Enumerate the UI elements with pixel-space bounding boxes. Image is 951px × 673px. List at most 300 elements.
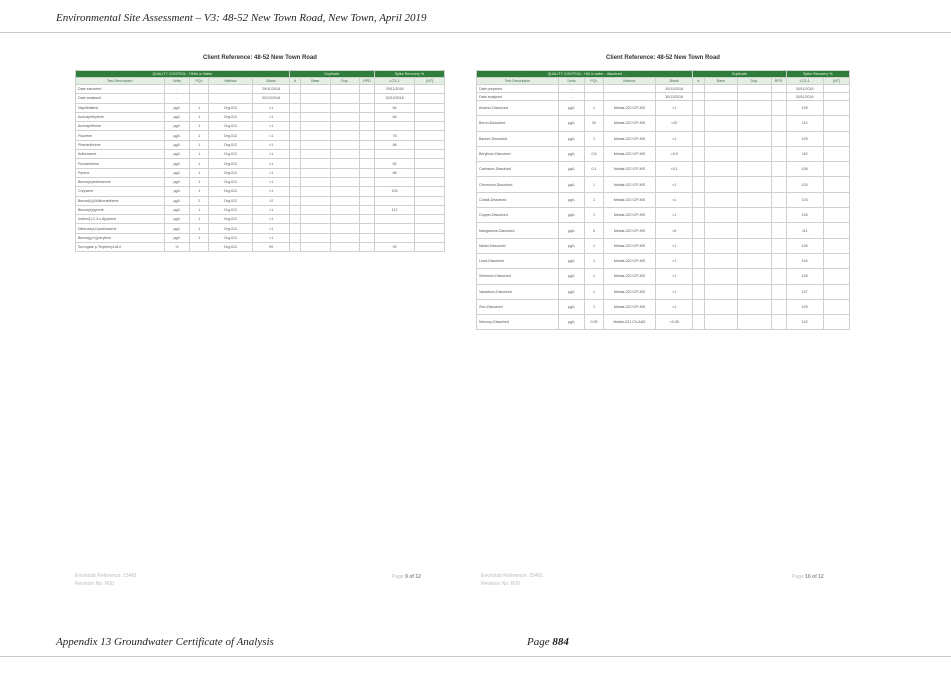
- table-cell: [771, 177, 786, 192]
- table-cell: [738, 162, 772, 177]
- table-cell: [415, 205, 445, 214]
- table-cell: µg/L: [559, 177, 585, 192]
- table-cell: [415, 112, 445, 121]
- table-cell: 108: [786, 269, 823, 284]
- table-cell: Metals-022 ICP-MS: [603, 253, 655, 268]
- table-cell: µg/L: [164, 150, 190, 159]
- table-cell: [374, 215, 415, 224]
- envirolab-ref-value: 15481: [529, 573, 543, 579]
- table-cell: µg/L: [559, 162, 585, 177]
- table-cell: 111: [786, 223, 823, 238]
- envirolab-ref-label: Envirolab Reference:: [481, 573, 528, 579]
- table-cell: [415, 150, 445, 159]
- table-cell: [330, 140, 360, 149]
- table-cell: <1: [656, 253, 693, 268]
- table-cell: [693, 192, 704, 207]
- table-cell: [330, 243, 360, 252]
- table-cell: 0.05: [585, 315, 604, 330]
- table-cell: [771, 93, 786, 101]
- table-cell: <1: [253, 168, 290, 177]
- table-cell: [415, 243, 445, 252]
- table-cell: [289, 243, 300, 252]
- spike-band-label: Spike Recovery %: [374, 71, 444, 78]
- table-cell: <1: [253, 131, 290, 140]
- table-cell: µg/L: [164, 205, 190, 214]
- table-cell: 30/11/2018: [656, 93, 693, 101]
- table-cell: [289, 122, 300, 131]
- table-cell: [771, 223, 786, 238]
- column-header: PQL: [190, 78, 208, 85]
- table-cell: [704, 253, 738, 268]
- table-cell: %: [164, 243, 190, 252]
- table-cell: 82: [374, 159, 415, 168]
- column-header: Units: [164, 78, 190, 85]
- table-cell: [603, 85, 655, 93]
- table-cell: [190, 243, 208, 252]
- table-cell: 1: [190, 103, 208, 112]
- table-cell: [823, 85, 849, 93]
- table-cell: µg/L: [559, 238, 585, 253]
- table-cell: [301, 243, 331, 252]
- column-header: Test Description: [76, 78, 165, 85]
- table-cell: [771, 315, 786, 330]
- table-cell: [360, 131, 375, 140]
- table-cell: [330, 196, 360, 205]
- table-cell: [301, 112, 331, 121]
- table-cell: 1: [190, 224, 208, 233]
- table-cell: <1: [656, 208, 693, 223]
- table-cell: [704, 116, 738, 131]
- table-row: [477, 269, 850, 284]
- table-cell: 84: [374, 103, 415, 112]
- table-cell: [360, 168, 375, 177]
- table-cell: [190, 85, 208, 94]
- table-cell: [360, 243, 375, 252]
- table-cell: [415, 94, 445, 103]
- table-cell: [360, 205, 375, 214]
- table-cell: [360, 103, 375, 112]
- test-description-cell: Benzo(a)pyrene: [76, 205, 165, 214]
- table-band-row: [76, 71, 445, 78]
- table-cell: µg/L: [164, 233, 190, 242]
- table-cell: [693, 93, 704, 101]
- table-cell: Metals-022 ICP-MS: [603, 299, 655, 314]
- table-cell: 1: [585, 101, 604, 116]
- table-cell: [704, 192, 738, 207]
- table-cell: [330, 94, 360, 103]
- table-cell: 29/11/2018: [374, 85, 415, 94]
- table-cell: [289, 150, 300, 159]
- table-cell: [289, 131, 300, 140]
- table-cell: <1: [656, 238, 693, 253]
- table-row: [76, 168, 445, 177]
- table-cell: Org-012: [208, 122, 252, 131]
- table-cell: 0.5: [585, 146, 604, 161]
- column-header: Units: [559, 78, 585, 85]
- test-description-cell: Date extracted: [76, 85, 165, 94]
- table-cell: [693, 85, 704, 93]
- table-cell: 1: [190, 233, 208, 242]
- table-cell: [415, 159, 445, 168]
- table-cell: [738, 85, 772, 93]
- table-cell: 113: [786, 116, 823, 131]
- table-cell: [289, 140, 300, 149]
- table-row: [477, 162, 850, 177]
- table-cell: Metals-022 ICP-MS: [603, 101, 655, 116]
- table-row: [76, 177, 445, 186]
- table-cell: [738, 101, 772, 116]
- table-cell: [738, 131, 772, 146]
- test-description-cell: Date prepared: [477, 85, 559, 93]
- table-cell: 0.1: [585, 162, 604, 177]
- table-cell: [771, 116, 786, 131]
- table-cell: [330, 85, 360, 94]
- table-cell: [289, 233, 300, 242]
- table-cell: [301, 103, 331, 112]
- table-cell: [330, 177, 360, 186]
- table-cell: <0.05: [656, 315, 693, 330]
- table-cell: µg/L: [164, 159, 190, 168]
- table-cell: [360, 112, 375, 121]
- table-cell: [738, 315, 772, 330]
- table-cell: 112: [374, 205, 415, 214]
- test-description-cell: Surrogate p-Terphenyl-d14: [76, 243, 165, 252]
- table-cell: [771, 131, 786, 146]
- table-cell: [704, 299, 738, 314]
- table-cell: [374, 196, 415, 205]
- test-description-cell: Manganese-Dissolved: [477, 223, 559, 238]
- table-cell: Org-012: [208, 187, 252, 196]
- table-cell: 30/11/2018: [786, 93, 823, 101]
- table-cell: [301, 150, 331, 159]
- table-cell: [771, 299, 786, 314]
- column-header: Base: [301, 78, 331, 85]
- test-description-cell: Chrysene: [76, 187, 165, 196]
- table-cell: [693, 299, 704, 314]
- table-cell: [693, 223, 704, 238]
- test-description-cell: Barium-Dissolved: [477, 131, 559, 146]
- test-description-cell: Nickel-Dissolved: [477, 238, 559, 253]
- table-cell: Org-012: [208, 131, 252, 140]
- table-cell: [301, 233, 331, 242]
- table-cell: [738, 284, 772, 299]
- table-cell: µg/L: [164, 168, 190, 177]
- table-cell: [738, 238, 772, 253]
- test-description-cell: Vanadium-Dissolved: [477, 284, 559, 299]
- table-cell: [823, 101, 849, 116]
- table-cell: µg/L: [164, 103, 190, 112]
- table-cell: <0.5: [656, 146, 693, 161]
- table-cell: µg/L: [164, 112, 190, 121]
- table-cell: [704, 223, 738, 238]
- table-row: [76, 205, 445, 214]
- table-cell: Org-012: [208, 159, 252, 168]
- table-cell: Metals-022 ICP-MS: [603, 208, 655, 223]
- table-row: [477, 192, 850, 207]
- table-cell: 107: [786, 284, 823, 299]
- table-cell: 100: [374, 187, 415, 196]
- table-cell: 115: [786, 146, 823, 161]
- table-cell: µg/L: [164, 131, 190, 140]
- table-cell: <1: [253, 140, 290, 149]
- page-number-right: [792, 574, 824, 580]
- table-cell: [415, 140, 445, 149]
- table-cell: 20: [585, 116, 604, 131]
- table-cell: [738, 93, 772, 101]
- table-cell: [823, 146, 849, 161]
- table-cell: <1: [253, 187, 290, 196]
- test-description-cell: Cobalt-Dissolved: [477, 192, 559, 207]
- table-row: [477, 284, 850, 299]
- table-cell: 99: [253, 243, 290, 252]
- revision-label: Revision No:: [481, 581, 510, 587]
- table-cell: [738, 223, 772, 238]
- table-cell: [374, 233, 415, 242]
- table-row: [76, 103, 445, 112]
- table-cell: [360, 150, 375, 159]
- table-row: [477, 85, 850, 93]
- table-cell: [823, 208, 849, 223]
- table-cell: <1: [253, 103, 290, 112]
- table-cell: <20: [656, 116, 693, 131]
- table-cell: [415, 177, 445, 186]
- test-description-cell: Benzo(a)anthracene: [76, 177, 165, 186]
- table-cell: [693, 238, 704, 253]
- table-cell: [704, 146, 738, 161]
- table-cell: [823, 162, 849, 177]
- table-row: [76, 224, 445, 233]
- table-cell: µg/L: [559, 192, 585, 207]
- table-cell: [771, 146, 786, 161]
- table-cell: [693, 253, 704, 268]
- table-cell: [693, 101, 704, 116]
- table-cell: [704, 162, 738, 177]
- table-cell: µg/L: [164, 196, 190, 205]
- table-cell: [771, 101, 786, 116]
- table-cell: [693, 131, 704, 146]
- test-description-cell: Lead-Dissolved: [477, 253, 559, 268]
- table-cell: [415, 103, 445, 112]
- envirolab-ref-label: Envirolab Reference:: [75, 573, 122, 579]
- table-cell: [415, 215, 445, 224]
- column-header: [NT]: [823, 78, 849, 85]
- table-cell: [374, 224, 415, 233]
- table-cell: [823, 269, 849, 284]
- table-row: [477, 177, 850, 192]
- table-row: [477, 131, 850, 146]
- table-row: [76, 112, 445, 121]
- table-row: [76, 233, 445, 242]
- table-cell: 103: [786, 192, 823, 207]
- test-description-cell: Boron-Dissolved: [477, 116, 559, 131]
- table-cell: µg/L: [559, 253, 585, 268]
- table-cell: [289, 187, 300, 196]
- test-description-cell: Indeno(1,2,3-c,d)pyrene: [76, 215, 165, 224]
- page-label: Page: [792, 574, 804, 580]
- table-cell: <1: [253, 122, 290, 131]
- table-row: [477, 238, 850, 253]
- table-cell: <1: [253, 150, 290, 159]
- footer-page-number: [527, 636, 569, 648]
- table-cell: [374, 177, 415, 186]
- table-cell: <1: [656, 177, 693, 192]
- table-cell: 106: [786, 208, 823, 223]
- table-cell: µg/L: [559, 315, 585, 330]
- table-cell: [360, 177, 375, 186]
- table-cell: 1: [585, 177, 604, 192]
- table-row: [477, 315, 850, 330]
- table-cell: 1: [190, 159, 208, 168]
- column-header: Base: [704, 78, 738, 85]
- table-cell: 29/11/2018: [253, 85, 290, 94]
- table-cell: [360, 140, 375, 149]
- certificate-page-left: [75, 55, 445, 252]
- table-row: [477, 116, 850, 131]
- table-cell: 102: [786, 315, 823, 330]
- page-of-value: 10 of 12: [805, 574, 824, 580]
- table-cell: 1: [190, 215, 208, 224]
- column-header: [NT]: [415, 78, 445, 85]
- qc-band-label: QUALITY CONTROL : HM in water - dissolved: [477, 71, 693, 78]
- footer-appendix-title: Appendix 13 Groundwater Certificate of Analysis: [56, 636, 274, 648]
- table-cell: [738, 192, 772, 207]
- table-row: [76, 122, 445, 131]
- table-cell: 84: [374, 112, 415, 121]
- test-description-cell: Benzo(b,j&k)fluoranthene: [76, 196, 165, 205]
- table-cell: [823, 299, 849, 314]
- table-cell: [289, 177, 300, 186]
- table-cell: µg/L: [164, 224, 190, 233]
- table-cell: 1: [190, 140, 208, 149]
- table-cell: [360, 94, 375, 103]
- table-row: [477, 253, 850, 268]
- page-label: Page: [392, 574, 404, 580]
- table-cell: [771, 192, 786, 207]
- test-description-cell: Date analysed: [76, 94, 165, 103]
- qc-table-pahs: [75, 70, 445, 252]
- table-cell: [374, 150, 415, 159]
- table-cell: [360, 233, 375, 242]
- envirolab-meta-right: [481, 572, 543, 588]
- table-cell: 1: [190, 122, 208, 131]
- table-cell: [823, 192, 849, 207]
- table-row: [76, 85, 445, 94]
- table-row: [477, 93, 850, 101]
- table-cell: [771, 269, 786, 284]
- table-cell: [330, 103, 360, 112]
- table-cell: 5: [585, 223, 604, 238]
- table-cell: [704, 315, 738, 330]
- table-cell: [771, 284, 786, 299]
- revision-value: R00: [510, 581, 520, 587]
- test-description-cell: Acenaphthylene: [76, 112, 165, 121]
- table-cell: 30/11/2018: [656, 85, 693, 93]
- table-cell: [301, 131, 331, 140]
- table-cell: <1: [253, 215, 290, 224]
- table-cell: 2: [190, 196, 208, 205]
- table-cell: Org-012: [208, 150, 252, 159]
- table-cell: [289, 168, 300, 177]
- table-cell: 90: [374, 243, 415, 252]
- table-row: [76, 150, 445, 159]
- table-cell: [289, 103, 300, 112]
- test-description-cell: Mercury-Dissolved: [477, 315, 559, 330]
- table-cell: µg/L: [559, 146, 585, 161]
- table-cell: [704, 177, 738, 192]
- table-cell: 1: [585, 131, 604, 146]
- table-cell: 108: [786, 238, 823, 253]
- table-cell: [738, 177, 772, 192]
- client-reference: Client Reference: 48-52 New Town Road: [606, 55, 720, 61]
- table-cell: [360, 196, 375, 205]
- table-cell: <2: [253, 196, 290, 205]
- table-cell: [823, 177, 849, 192]
- client-reference: Client Reference: 48-52 New Town Road: [203, 55, 317, 61]
- certificate-page-right: [476, 55, 850, 330]
- table-cell: [289, 94, 300, 103]
- table-cell: <1: [253, 112, 290, 121]
- column-header: Dup.: [330, 78, 360, 85]
- table-cell: [301, 140, 331, 149]
- table-cell: [823, 93, 849, 101]
- table-cell: [190, 94, 208, 103]
- table-cell: µg/L: [164, 122, 190, 131]
- table-cell: Metals-022 ICP-MS: [603, 238, 655, 253]
- table-cell: [823, 116, 849, 131]
- table-cell: [771, 85, 786, 93]
- table-row: [76, 243, 445, 252]
- table-cell: [330, 205, 360, 214]
- table-cell: [415, 187, 445, 196]
- table-cell: [208, 85, 252, 94]
- table-cell: µg/L: [559, 269, 585, 284]
- table-row: [477, 146, 850, 161]
- document-header-title: Environmental Site Assessment – V3: 48-52 New Town Road, New Town, April 2019: [56, 12, 427, 24]
- test-description-cell: Fluoranthene: [76, 159, 165, 168]
- table-cell: [693, 146, 704, 161]
- table-cell: Org-012: [208, 215, 252, 224]
- table-cell: <1: [253, 159, 290, 168]
- table-row: [76, 215, 445, 224]
- table-cell: Metals-022 ICP-MS: [603, 192, 655, 207]
- table-cell: Org-012: [208, 205, 252, 214]
- table-cell: Org-012: [208, 168, 252, 177]
- table-cell: 30/11/2018: [786, 85, 823, 93]
- table-cell: [823, 131, 849, 146]
- test-description-cell: Phenanthrene: [76, 140, 165, 149]
- table-cell: <1: [656, 299, 693, 314]
- table-cell: [301, 122, 331, 131]
- test-description-cell: Selenium-Dissolved: [477, 269, 559, 284]
- test-description-cell: Acenaphthene: [76, 122, 165, 131]
- test-description-cell: Pyrene: [76, 168, 165, 177]
- table-cell: Org-012: [208, 243, 252, 252]
- table-cell: Metals-022 ICP-MS: [603, 269, 655, 284]
- page-of-value: 9 of 12: [405, 574, 421, 580]
- table-cell: Org-012: [208, 177, 252, 186]
- table-cell: [738, 269, 772, 284]
- table-cell: Metals-022 ICP-MS: [603, 177, 655, 192]
- table-cell: [415, 168, 445, 177]
- table-row: [76, 131, 445, 140]
- table-cell: -: [164, 85, 190, 94]
- table-cell: µg/L: [559, 299, 585, 314]
- table-band-row: [477, 71, 850, 78]
- table-cell: -: [164, 94, 190, 103]
- qc-table-metals: [476, 70, 850, 330]
- table-cell: Metals-022 ICP-MS: [603, 131, 655, 146]
- table-cell: <1: [656, 131, 693, 146]
